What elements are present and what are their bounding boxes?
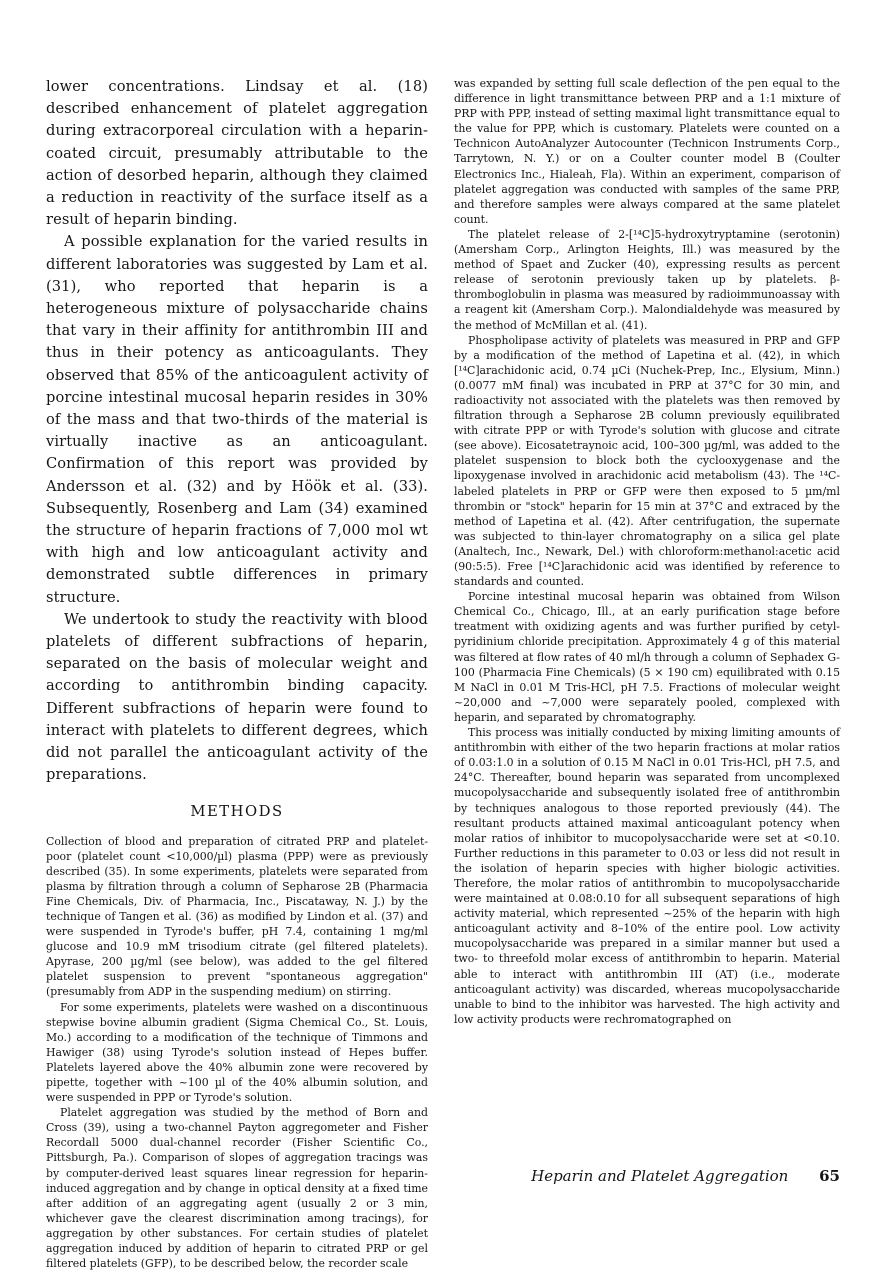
methods-paragraph-2: For some experiments, platelets were washed on a discontinuous stepwise bovine albumin gradient (Sigma Chemical Co., St. Louis, Mo.) according to a modification of the technique of Timmons and Hawiger (38) using Tyrode's solution instead of Hepes buffer. Platelets layered above the 40% albumin zone were recovered by pipette, together with ~100 µl of the 40% albumin solution, and were suspended in PPP or Tyrode's solution. <box>46 1000 428 1106</box>
methods-heading: METHODS <box>46 803 428 820</box>
introduction-text <box>46 76 428 787</box>
right-paragraph-1: was expanded by setting full scale deflection of the pen equal to the difference in light transmittance between PRP and a 1:1 mixture of PRP with PPP, instead of setting maximal light transmittance equal to the value for PPP, which is customary. Platelets were counted on a Technicon AutoAnalyzer Autocounter (Technicon Instruments Corp., Tarrytown, N. Y.) or on a Coulter counter model B (Coulter Electronics Inc., Hialeah, Fla). Within an experiment, comparison of platelet aggregation was conducted with samples of the same PRP, and therefore samples were always compared at the same platelet count. <box>454 76 840 227</box>
page-footer <box>531 1167 840 1185</box>
running-title: Heparin and Platelet Aggregation <box>531 1167 788 1185</box>
methods-text <box>46 834 428 1271</box>
intro-paragraph-3: We undertook to study the reactivity with blood platelets of different subfractions of heparin, separated on the basis of molecular weight and according to antithrombin binding capacity. Different subfractions of heparin were found to interact with platelets to different degrees, which did not parallel the anticoagulant activity of the preparations. <box>46 609 428 787</box>
right-paragraph-2: The platelet release of 2-[¹⁴C]5-hydroxytryptamine (serotonin) (Amersham Corp., Arlington Heights, Ill.) was measured by the method of Spaet and Zucker (40), expressing results as percent release of serotonin previously taken up by platelets. β-thromboglobulin in plasma was measured by radioimmunoassay with a reagent kit (Amersham Corp.). Malondialdehyde was measured by the method of McMillan et al. (41). <box>454 227 840 333</box>
intro-paragraph-2: A possible explanation for the varied results in different laboratories was suggested by Lam et al. (31), who reported that heparin is a heterogeneous mixture of polysaccharide chains that vary in their affinity for antithrombin III and thus in their potency as anticoagulants. They observed that 85% of the anticoagulent activity of porcine intestinal mucosal heparin resides in 30% of the mass and that two-thirds of the material is virtually inactive as an anticoagulant. Confirmation of this report was provided by Andersson et al. (32) and by Höök et al. (33). Subsequently, Rosenberg and Lam (34) examined the structure of heparin fractions of 7,000 mol wt with high and low anticoagulant activity and demonstrated subtle differences in primary structure. <box>46 231 428 608</box>
page-number: 65 <box>819 1167 840 1185</box>
methods-paragraph-3: Platelet aggregation was studied by the method of Born and Cross (39), using a two-channel Payton aggregometer and Fisher Recordall 5000 dual-channel recorder (Fisher Scientific Co., Pittsburgh, Pa.). Comparison of slopes of aggregation tracings was by computer-derived least squares linear regression for heparin-induced aggregation and by change in optical density at a fixed time after addition of an aggregating agent (usually 2 or 3 min, whichever gave the clearest discrimination among tracings), for aggregation by other substances. For certain studies of platelet aggregation induced by addition of heparin to citrated PRP or gel filtered platelets (GFP), to be described below, the recorder scale <box>46 1105 428 1271</box>
right-paragraph-4: Porcine intestinal mucosal heparin was obtained from Wilson Chemical Co., Chicago, Ill., at an early purification stage before treatment with oxidizing agents and was further purified by cetyl-pyridinium chloride precipitation. Approximately 4 g of this material was filtered at flow rates of 40 ml/h through a column of Sephadex G-100 (Pharmacia Fine Chemicals) (5 × 190 cm) equilibrated with 0.15 M NaCl in 0.01 M Tris-HCl, pH 7.5. Fractions of molecular weight ~20,000 and ~7,000 were separately pooled, complexed with heparin, and separated by chromatography. <box>454 589 840 725</box>
methods-paragraph-1: Collection of blood and preparation of citrated PRP and platelet-poor (platelet count <10,000/µl) plasma (PPP) were as previously described (35). In some experiments, platelets were separated from plasma by filtration through a column of Sepharose 2B (Pharmacia Fine Chemicals, Div. of Pharmacia, Inc., Piscataway, N. J.) by the technique of Tangen et al. (36) as modified by Lindon et al. (37) and were suspended in Tyrode's buffer, pH 7.4, containing 1 mg/ml glucose and 10.9 mM trisodium citrate (gel filtered platelets). Apyrase, 200 µg/ml (see below), was added to the gel filtered platelet suspension to prevent "spontaneous aggregation" (presumably from ADP in the suspending medium) on stirring. <box>46 834 428 1000</box>
right-paragraph-3: Phospholipase activity of platelets was measured in PRP and GFP by a modification of the method of Lapetina et al. (42), in which [¹⁴C]arachidonic acid, 0.74 µCi (Nuchek-Prep, Inc., Elysium, Minn.) (0.0077 mM final) was incubated in PRP at 37°C for 30 min, and radioactivity not associated with the platelets was then removed by filtration through a Sepharose 2B column previously equilibrated with citrate PPP or with Tyrode's solution with glucose and citrate (see above). Eicosatetraynoic acid, 100–300 µg/ml, was added to the platelet suspension to block both the cyclooxygenase and the lipoxygenase involved in arachidonic acid metabolism (43). The ¹⁴C-labeled platelets in PRP or GFP were then exposed to 5 µm/ml thrombin or "stock" heparin for 15 min at 37°C and extraced by the method of Lapetina et al. (42). After centrifugation, the supernate was subjected to thin-layer chromatography on a silica gel plate (Analtech, Inc., Newark, Del.) with chloroform:methanol:acetic acid (90:5:5). Free [¹⁴C]arachidonic acid was identified by reference to standards and counted. <box>454 333 840 590</box>
right-column <box>454 76 840 1204</box>
left-column <box>46 76 428 1204</box>
right-paragraph-5: This process was initially conducted by mixing limiting amounts of antithrombin with either of the two heparin fractions at molar ratios of 0.03:1.0 in a solution of 0.15 M NaCl in 0.01 Tris-HCl, pH 7.5, and 24°C. Thereafter, bound heparin was separated from uncomplexed mucopolysaccharide and subsequently isolated free of antithrombin by techniques analogous to those reported previously (44). The resultant products attained maximal anticoagulant potency when molar ratios of inhibitor to mucopolysaccharide were set at <0.10. Further reductions in this parameter to 0.03 or less did not result in the isolation of heparin species with higher biologic activities. Therefore, the molar ratios of antithrombin to mucopolysaccharide were maintained at 0.08:0.10 for all subsequent separations of high activity material, which represented ~25% of the heparin with high anticoagulant activity and 8–10% of the entire pool. Low activity mucopolysaccharide was prepared in a similar manner but used a two- to threefold molar excess of antithrombin to heparin. Material able to interact with antithrombin III (AT) (i.e., moderate anticoagulant activity) was discarded, whereas mucopolysaccharide unable to bind to the inhibitor was harvested. The high activity and low activity products were rechromatographed on <box>454 725 840 1027</box>
intro-paragraph-1: lower concentrations. Lindsay et al. (18) described enhancement of platelet aggregation during extracorporeal circulation with a heparin-coated circuit, presumably attributable to the action of desorbed heparin, although they claimed a reduction in reactivity of the surface itself as a result of heparin binding. <box>46 76 428 231</box>
